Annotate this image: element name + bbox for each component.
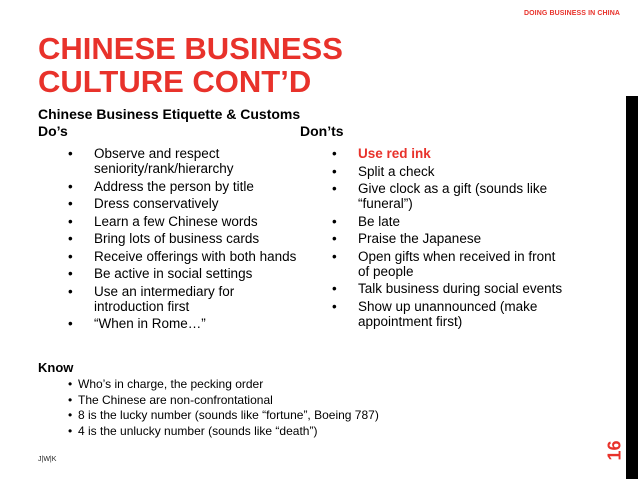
list-item: • Show up unannounced (make appointment first) (332, 298, 538, 329)
list-item: • Split a check (332, 163, 435, 179)
list-item: • Address the person by title (68, 178, 254, 194)
list-item: • Open gifts when received in front of people (332, 248, 556, 279)
bullet-icon: • (68, 196, 73, 211)
highlighted-item: Use red ink (358, 146, 431, 161)
bullet-icon: • (332, 298, 337, 314)
know-list (68, 377, 379, 439)
page-number (604, 437, 626, 463)
list-item: • Receive offerings with both hands (68, 248, 297, 264)
bullet-icon: • (68, 146, 73, 161)
bullet-icon: • (332, 163, 337, 179)
list-item: • The Chinese are non-confrontational (68, 392, 273, 407)
list-item: • Bring lots of business cards (68, 231, 260, 246)
dos-heading: Do’s (38, 123, 68, 139)
list-item: • Observe and respect seniority/rank/hierarchy (68, 146, 234, 176)
bullet-icon: • (332, 213, 337, 229)
bullet-icon: • (68, 213, 73, 229)
donts-heading: Don’ts (300, 123, 344, 139)
bullet-icon: • (68, 266, 73, 281)
bullet-icon: • (332, 231, 337, 246)
bullet-icon: • (332, 281, 337, 296)
bullet-icon: • (68, 392, 73, 407)
bullet-icon: • (68, 316, 73, 331)
donts-list (332, 146, 567, 331)
page-title (38, 32, 343, 98)
list-item (332, 146, 567, 161)
title-line-2: CULTURE CONT’D (38, 64, 312, 99)
list-item: • Be active in social settings (68, 266, 253, 281)
bullet-icon: • (332, 181, 337, 196)
side-bar (626, 96, 638, 479)
bullet-icon: • (68, 408, 73, 422)
footer-logo: J|W|K (38, 456, 57, 463)
list-item: • Give clock as a gift (sounds like “funeral”) (332, 181, 548, 211)
list-item: • Use an intermediary for introduction first (68, 283, 235, 314)
know-heading: Know (38, 360, 74, 375)
bullet-icon: • (332, 248, 337, 264)
list-item: • Learn a few Chinese words (68, 213, 258, 229)
header-section-tag: DOING BUSINESS IN CHINA (523, 10, 620, 17)
list-item: • “When in Rome…” (68, 316, 206, 331)
page-number-text: 16 (604, 439, 625, 461)
list-item: • 8 is the lucky number (sounds like “fortune”, Boeing 787) (68, 408, 379, 422)
bullet-icon: • (68, 248, 73, 264)
list-item: • Be late (332, 213, 401, 229)
bullet-icon: • (68, 231, 73, 246)
list-item: • Praise the Japanese (332, 231, 482, 246)
dos-list (68, 146, 298, 334)
list-item: • 4 is the unlucky number (sounds like “death”) (68, 423, 318, 438)
list-item: • Dress conservatively (68, 196, 219, 211)
bullet-icon: • (68, 377, 73, 391)
list-item: • Who’s in charge, the pecking order (68, 377, 264, 391)
bullet-icon: • (68, 283, 73, 299)
bullet-icon: • (332, 146, 337, 161)
list-item: • Talk business during social events (332, 281, 563, 296)
subtitle: Chinese Business Etiquette & Customs (38, 106, 301, 122)
bullet-icon: • (68, 423, 73, 438)
title-line-1: CHINESE BUSINESS (38, 31, 343, 66)
bullet-icon: • (68, 178, 73, 194)
